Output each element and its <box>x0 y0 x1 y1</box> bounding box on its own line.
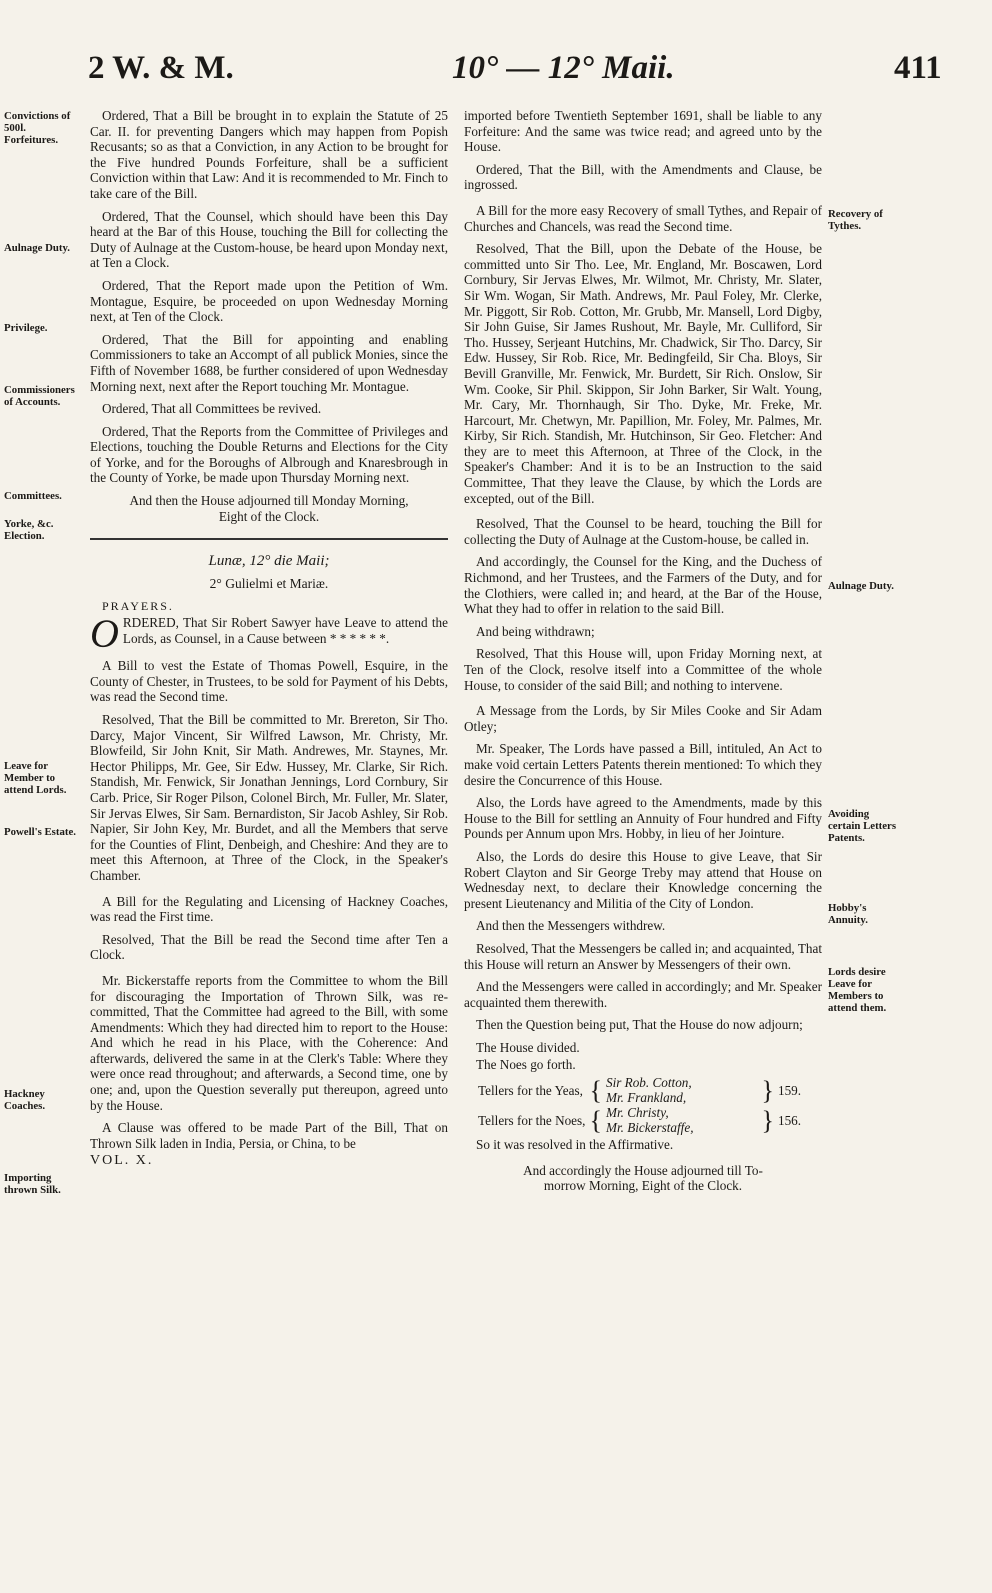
paragraph: Also, the Lords do desire this House to give Leave, that Sir Robert Clayton and Sir George Treby may attend that House on Wednesday next, to declare their Knowledge concerning the present Lieutenancy and Militia of the City of London. <box>464 848 822 911</box>
page-number: 411 <box>894 50 942 86</box>
paragraph: Ordered, That the Bill for appointing and enabling Commissioners to take an Accompt of all publick Monies, since the Fifth of November 1688, be further considered of upon Wednesday Morning next, next after the Report touching Mr. Montague. <box>90 331 448 394</box>
prayers-heading: PRAYERS. <box>102 599 174 614</box>
brace-open: { <box>589 1105 602 1135</box>
tellers-label: Tellers for the Noes, <box>478 1112 586 1128</box>
margin-note: Hackney Coaches. <box>4 1088 46 1112</box>
paragraph: Resolved, That the Bill be read the Second time after Ten a Clock. <box>90 931 448 963</box>
margin-note: Avoiding certain Letters Patents. <box>828 808 897 844</box>
paragraph: And then the Messengers withdrew. <box>476 918 666 934</box>
paragraph: Ordered, That all Committees be revived. <box>102 401 322 417</box>
tellers-row-yeas <box>476 1075 803 1090</box>
vote-count: 156. <box>777 1112 802 1128</box>
section-divider <box>90 538 448 540</box>
paragraph: Resolved, That the Bill, upon the Debate of the House, be committed unto Sir Tho. Lee, Mr. England, Mr. Boscawen, Lord Cornbury, Sir Jervas Elwes, Mr. Wilmot, Mr. Christy, Mr. Slater, Sir Wm. Wogan, Sir Math. Andrews, Mr. Paul Foley, Mr. Clerke, Mr. Piggott, Sir Rob. Cotton, Mr. Grubb, Mr. Mansell, Lord Digby, Sir John Guise, Sir James Rushout, Mr. Bayle, Mr. Culliford, Sir Tho. Hussey, Serjeant Hutchins, Mr. Chadwick, Sir Tho. Darcy, Sir Edw. Hussey, Sir Rob. Rice, Mr. Bedingfeild, Sir Cha. Bloys, Sir Bevill Granville, Mr. Fenwick, Mr. Burdett, Sir Rich. Onslow, Sir Wm. Cooke, Sir Phil. Skippon, Sir John Barker, Sir Walt. Young, Mr. Cary, Mr. Thornhaugh, Sir Tho. Dyke, Mr. Freke, Mr. Harcourt, Mr. Chetwyn, Mr. Papillion, Mr. Foley, Mr. Palmes, Mr. Kirby, Sir Rich. Standish, Mr. Hutchinson, Sir Geo. Fletcher: And they are to meet this Afternoon, at Three of the Clock, in the Speaker's Chamber: And it is to be an Instruction to the said Committee, That they leave the Clause, by which the Lords are excepted, out of the Bill. <box>464 241 822 506</box>
margin-note: Recovery of Tythes. <box>828 208 883 232</box>
margin-note: Convictions of 500l. Forfeitures. <box>4 110 71 146</box>
paragraph: Ordered, That the Bill, with the Amendments and Clause, be ingrossed. <box>464 161 822 193</box>
paragraph: Resolved, That the Messengers be called in; and acquainted, That this House will return an Answer by Messengers of their own. <box>464 940 822 972</box>
paragraph: And the Messengers were called in accordingly; and Mr. Speaker acquainted them therewith. <box>464 979 822 1010</box>
paragraph: And accordingly, the Counsel for the King, and the Duchess of Richmond, and her Trustees, and the Farmers of the Duty, and for the Clothiers, were called in; and heard, at the Bar of the House, What they had to offer in relation to the said Bill. <box>464 554 822 617</box>
margin-note: Privilege. <box>4 322 48 334</box>
right-column <box>464 108 822 1201</box>
running-head-dates: 10° — 12° Maii. <box>452 50 675 86</box>
paragraph: imported before Twentieth September 1691, shall be liable to any Forfeiture: And the same was twice read; and agreed unto by the House. <box>464 108 822 155</box>
teller-name: Sir Rob. Cotton, <box>605 1075 692 1091</box>
drop-cap: O <box>90 611 119 657</box>
vote-count: 159. <box>777 1082 802 1098</box>
teller-name: Mr. Frankland, <box>605 1090 687 1106</box>
paragraph: Ordered, That the Counsel, which should have been this Day heard at the Bar of this House, touching the Bill for collecting the Duty of Aulnage at the Custom-house, be heard upon Monday next, at Ten a Clock. <box>90 208 448 271</box>
division-tellers <box>476 1075 822 1135</box>
paragraph: A Bill for the more easy Recovery of small Tythes, and Repair of Churches and Chancels, was read the Second time. <box>464 202 822 234</box>
brace-close: } <box>761 1105 774 1135</box>
margin-note: Aulnage Duty. <box>4 242 70 254</box>
tellers-label: Tellers for the Yeas, <box>478 1082 583 1098</box>
margin-note: Hobby's Annuity. <box>828 902 868 926</box>
paragraph: Resolved, That the Counsel to be heard, touching the Bill for collecting the Duty of Aulnage at the Custom-house, be called in. <box>464 516 822 547</box>
running-head-regnal-year: 2 W. & M. <box>88 50 234 86</box>
brace-close: } <box>761 1075 774 1105</box>
tellers-table <box>476 1075 803 1135</box>
margin-note: Committees. <box>4 490 62 502</box>
paragraph: A Bill for the Regulating and Licensing of Hackney Coaches, was read the First time. <box>90 893 448 925</box>
teller-name: Mr. Bickerstaffe, <box>605 1120 694 1136</box>
paragraph: Mr. Speaker, The Lords have passed a Bill, intituled, An Act to make void certain Letters Patents therein mentioned: To which they desire the Concurrence of this House. <box>464 741 822 788</box>
paragraph: A Message from the Lords, by Sir Miles Cooke and Sir Adam Otley; <box>464 703 822 734</box>
paragraph: Also, the Lords have agreed to the Amendments, made by this House to the Bill for settling an Annuity of Four hundred and Fifty Pounds per Annum upon Mrs. Hobby, in lieu of her Jointure. <box>464 795 822 842</box>
paragraph: Ordered, That the Reports from the Committee of Privileges and Elections, touching the Double Returns and Elections for the City of Yorke, and for the Boroughs of Albrough and Knaresbrough in the County of Yorke, be made upon Thursday Morning next. <box>90 423 448 486</box>
division-result: So it was resolved in the Affirmative. <box>476 1137 674 1153</box>
adjournment: And then the House adjourned till Monday Morning, Eight of the Clock. <box>129 493 409 524</box>
paragraph: Resolved, That the Bill be committed to Mr. Brereton, Sir Tho. Darcy, Major Vincent, Sir Wilfred Lawson, Mr. Christy, Mr. Blowfeild, Sir John Knit, Sir Math. Andrewes, Mr. Staynes, Mr. Hector Philipps, Mr. Gee, Sir Edw. Hussey, Mr. Clarke, Sir Rich. Standish, Mr. Fenwick, Sir Jonathan Jennings, Lord Cornbury, Sir Carb. Price, Sir Roger Pilson, Colonel Birch, Mr. Fuller, Mr. Slater, Sir Jervas Elwes, Sir Sam. Bernardiston, Sir Jacob Ashley, Sir Rob. Napier, Sir John Key, Mr. Burdet, and all the Members that serve for the Counties of Flint, Denbeigh, and Cheshire: And they are to meet this Afternoon, at Three of the Clock, in the Speaker's Chamber. <box>90 712 448 883</box>
session-title: Lunæ, 12° die Maii; <box>208 553 330 570</box>
left-column <box>90 108 448 1183</box>
paragraph: Ordered, That a Bill be brought in to explain the Statute of 25 Car. II. for preventing Dangers which may happen from Popish Recusants; so as that a Conviction, in any Action to be brought for the Five hundred Pounds Forfeiture, shall be a sufficient Conviction within that Law: And it is recommended to Mr. Finch to take care of the Bill. <box>90 108 448 201</box>
session-subtitle: 2° Gulielmi et Mariæ. <box>209 575 329 591</box>
margin-note: Importing thrown Silk. <box>4 1172 61 1196</box>
margin-note: Aulnage Duty. <box>828 580 894 592</box>
paragraph: Mr. Bickerstaffe reports from the Committee to whom the Bill for discouraging the Importation of Thrown Silk, was re-committed, That the Committee had agreed to the Bill, with some Amendments: Which they had directed him to report to the House: And which he read in his Place, with the Coherence: And afterwards, delivered the same in at the Clerk's Table: Where they were once read throughout; and afterwards, a Second time, one by one; and, upon the Question severally put thereupon, agreed unto by the House. <box>90 972 448 1113</box>
margin-note: Powell's Estate. <box>4 826 76 838</box>
ordered-text: RDERED, That Sir Robert Sawyer have Leave to attend the Lords, as Counsel, in a Cause between * * * * * *. <box>122 615 448 646</box>
margin-note: Leave for Member to attend Lords. <box>4 760 67 796</box>
paragraph: A Clause was offered to be made Part of the Bill, That on Thrown Silk laden in India, Persia, or China, to be <box>90 1120 448 1151</box>
paragraph: Then the Question being put, That the House do now adjourn; <box>476 1017 803 1033</box>
margin-note: Commissioners of Accounts. <box>4 384 75 408</box>
margin-note: Yorke, &c. Election. <box>4 518 54 542</box>
paragraph: The House divided. <box>476 1039 580 1055</box>
margin-note: Lords desire Leave for Members to attend them. <box>828 966 887 1014</box>
paragraph: Ordered, That the Report made upon the Petition of Wm. Montague, Esquire, be proceeded on upon Wednesday Morning next, at Ten of the Clock. <box>90 277 448 325</box>
paragraph: A Bill to vest the Estate of Thomas Powell, Esquire, in the County of Chester, in Trustees, to be sold for Payment of his Debts, was read the Second time. <box>90 658 448 705</box>
volume-signature: VOL. X. <box>90 1153 154 1169</box>
paragraph: And being withdrawn; <box>476 623 595 639</box>
tellers-row-noes <box>476 1105 803 1120</box>
paragraph: The Noes go forth. <box>476 1057 576 1073</box>
adjournment: And accordingly the House adjourned till To-morrow Morning, Eight of the Clock. <box>523 1162 763 1194</box>
brace-open: { <box>589 1075 602 1105</box>
teller-name: Mr. Christy, <box>605 1105 669 1121</box>
paragraph: Resolved, That this House will, upon Friday Morning next, at Ten of the Clock, resolve itself into a Committee of the whole House, to consider of the said Bill; and nothing to intervene. <box>464 646 822 693</box>
paragraph <box>90 611 448 657</box>
